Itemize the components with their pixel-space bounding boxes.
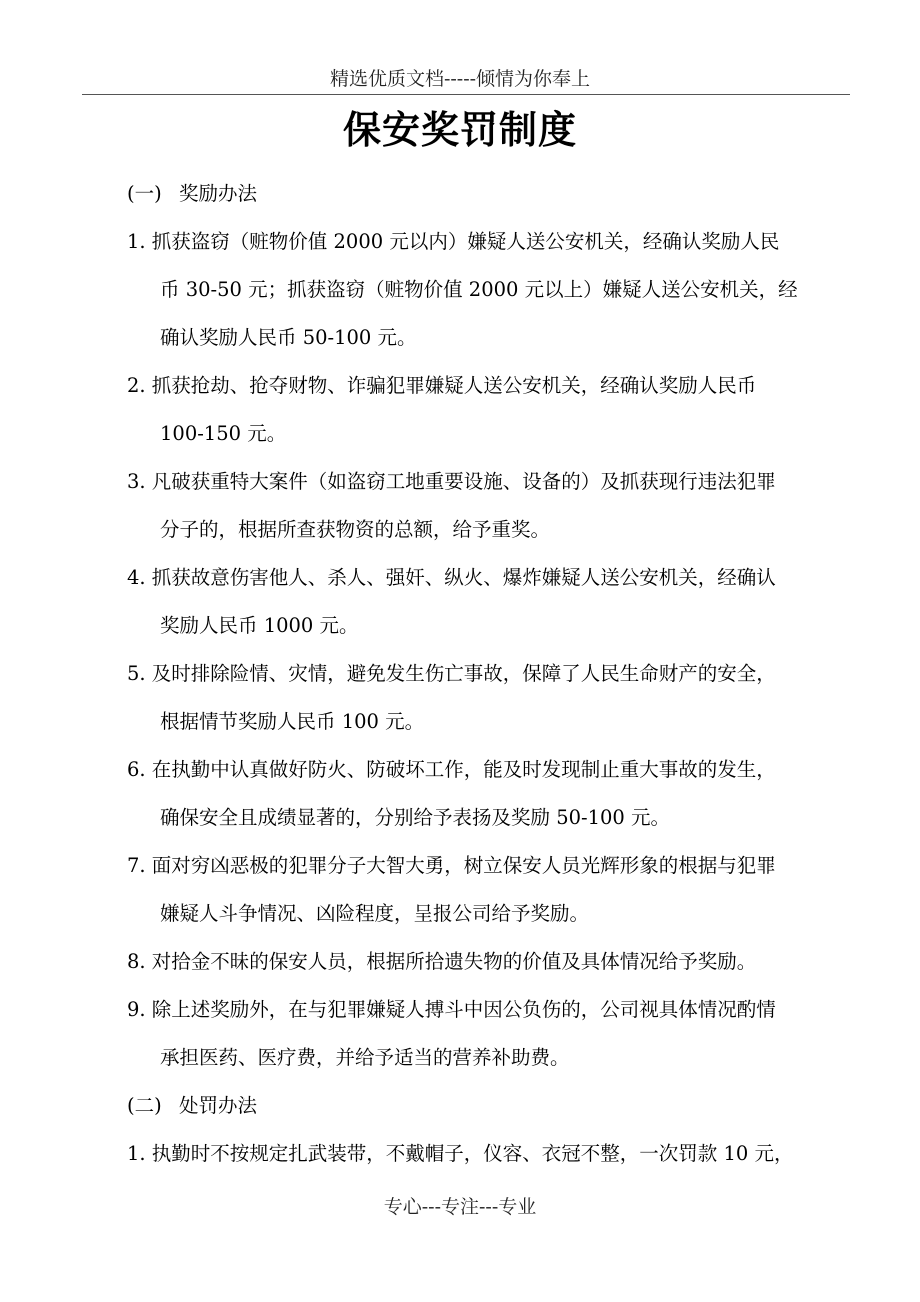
section-heading: [127, 170, 843, 218]
list-item-line: 分子的，根据所查获物资的总额，给予重奖。: [160, 518, 551, 541]
list-item: [127, 842, 843, 938]
list-item-line: 根据情节奖励人民币 100 元。: [160, 710, 425, 733]
list-item-line: 2. 抓获抢劫、抢夺财物、诈骗犯罪嫌疑人送公安机关，经确认奖励人民币: [127, 374, 757, 397]
list-item-line: 1. 执勤时不按规定扎武装带，不戴帽子，仪容、衣冠不整，一次罚款 10 元，: [127, 1142, 794, 1165]
list-item-line: 确认奖励人民币 50-100 元。: [160, 326, 417, 349]
list-item-line: 币 30-50 元；抓获盗窃（赃物价值 2000 元以上）嫌疑人送公安机关，经: [160, 278, 798, 301]
list-item: [127, 986, 843, 1082]
header-divider: [82, 94, 850, 95]
list-item: [127, 746, 843, 842]
list-item: [127, 362, 843, 458]
document-title: 保安奖罚制度: [342, 107, 577, 152]
list-item: [127, 1130, 843, 1178]
list-item-line: 3. 凡破获重特大案件（如盗窃工地重要设施、设备的）及抓获现行违法犯罪: [127, 470, 776, 493]
list-item-line: 4. 抓获故意伤害他人、杀人、强奸、纵火、爆炸嫌疑人送公安机关，经确认: [127, 566, 776, 589]
page-header: 精选优质文档-----倾情为你奉上: [329, 68, 591, 90]
section-heading: [127, 1082, 843, 1130]
list-item-line: 奖励人民币 1000 元。: [160, 614, 359, 637]
list-item: [127, 554, 843, 650]
list-item-line: 6. 在执勤中认真做好防火、防破坏工作，能及时发现制止重大事故的发生，: [127, 758, 776, 781]
section-number: (一): [127, 182, 162, 205]
list-item: [127, 650, 843, 746]
list-item-line: 1. 抓获盗窃（赃物价值 2000 元以内）嫌疑人送公安机关，经确认奖励人民: [127, 230, 780, 253]
section-heading-text: 奖励办法: [179, 182, 258, 205]
section-heading-text: 处罚办法: [179, 1094, 258, 1117]
list-item-line: 嫌疑人斗争情况、凶险程度，呈报公司给予奖励。: [160, 902, 590, 925]
list-item-line: 确保安全且成绩显著的，分别给予表扬及奖励 50-100 元。: [160, 806, 671, 829]
list-item-line: 100-150 元。: [160, 422, 287, 445]
document-body: [127, 170, 843, 1178]
section-number: (二): [127, 1094, 162, 1117]
list-item: [127, 458, 843, 554]
page-footer: 专心---专注---专业: [383, 1196, 537, 1218]
list-item-line: 9. 除上述奖励外，在与犯罪嫌疑人搏斗中因公负伤的，公司视具体情况酌情: [127, 998, 776, 1021]
list-item: [127, 218, 843, 362]
list-item: [127, 938, 843, 986]
list-item-line: 7. 面对穷凶恶极的犯罪分子大智大勇，树立保安人员光辉形象的根据与犯罪: [127, 854, 776, 877]
list-item-line: 承担医药、医疗费，并给予适当的营养补助费。: [160, 1046, 570, 1069]
list-item-line: 5. 及时排除险情、灾情，避免发生伤亡事故，保障了人民生命财产的安全，: [127, 662, 776, 685]
list-item-line: 8. 对拾金不昧的保安人员，根据所拾遗失物的价值及具体情况给予奖励。: [127, 950, 757, 973]
